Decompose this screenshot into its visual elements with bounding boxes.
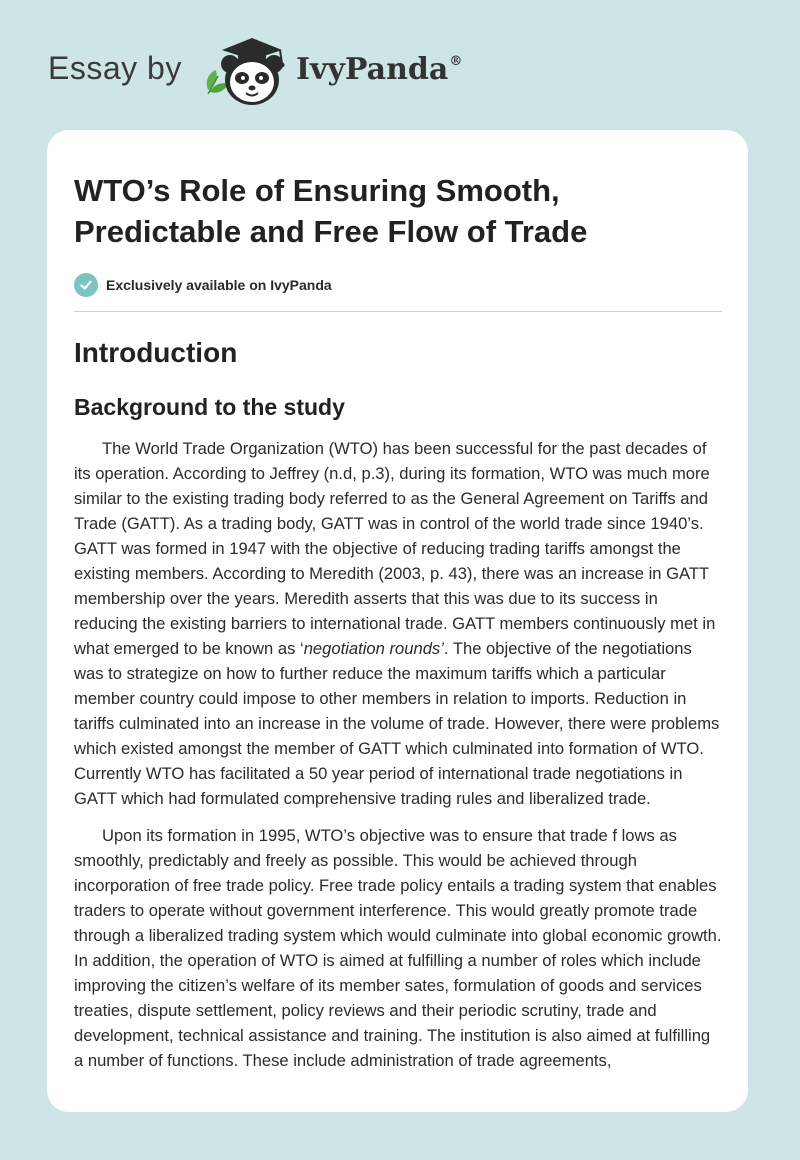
check-icon	[74, 273, 98, 297]
brand-name[interactable]	[296, 52, 462, 87]
paragraph-1-part-2: . The objective of the negotiations was to strategize on how to further reduce the maximum tariffs which a particular member country could impose to other members in relation to imports. Reduction in tariffs culminated into an increase in the volume of trade. However, there were problems which existed amongst the member of GATT which culminated into formation of WTO. Currently WTO has facilitated a 50 year period of international trade negotiations in GATT which had formulated comprehensive trading rules and liberalized trade.	[74, 639, 720, 808]
subsection-heading-background: Background to the study	[74, 394, 345, 420]
divider	[74, 311, 722, 312]
exclusive-badge	[74, 272, 722, 298]
essay-by-label: Essay by	[48, 50, 182, 86]
paragraph-1-emphasis: negotiation rounds’	[303, 639, 444, 658]
article-title: WTO’s Role of Ensuring Smooth, Predictable and Free Flow of Trade	[74, 173, 588, 249]
article-card	[47, 130, 748, 1112]
exclusive-label: Exclusively available on IvyPanda	[106, 277, 332, 293]
site-header	[0, 0, 800, 130]
section-heading-introduction: Introduction	[74, 337, 238, 368]
panda-graduate-icon[interactable]	[196, 34, 296, 110]
registered-mark: ®	[449, 54, 463, 69]
brand-name-text: IvyPanda	[296, 52, 449, 87]
paragraph-2: Upon its formation in 1995, WTO’s objective was to ensure that trade f lows as smoothly, predictably and freely as possible. This would be achieved through incorporation of free trade policy. Free trade policy entails a trading system that enables traders to operate without government interference. This would greatly promote trade through a liberalized trading system which would culminate into global economic growth. In addition, the operation of WTO is aimed at fulfilling a number of roles which include improving the citizen’s welfare of its member sates, formulation of goods and services treaties, dispute settlement, policy reviews and their periodic scrutiny, trade and development, technical assistance and training. The institution is also aimed at fulfilling a number of functions. These include administration of trade agreements,	[74, 826, 722, 1070]
paragraph-1-part-1: The World Trade Organization (WTO) has been successful for the past decades of its operation. According to Jeffrey (n.d, p.3), during its formation, WTO was much more similar to the existing trading body referred to as the General Agreement on Tariffs and Trade (GATT). As a trading body, GATT was in control of the world trade since 1940’s. GATT was formed in 1947 with the objective of reducing trading tariffs amongst the existing members. According to Meredith (2003, p. 43), there was an increase in GATT membership over the years. Meredith asserts that this was due to its success in reducing the existing barriers to international trade. GATT members continuously met in what emerged to be known as ‘	[74, 439, 716, 658]
paragraph-1	[74, 436, 722, 811]
